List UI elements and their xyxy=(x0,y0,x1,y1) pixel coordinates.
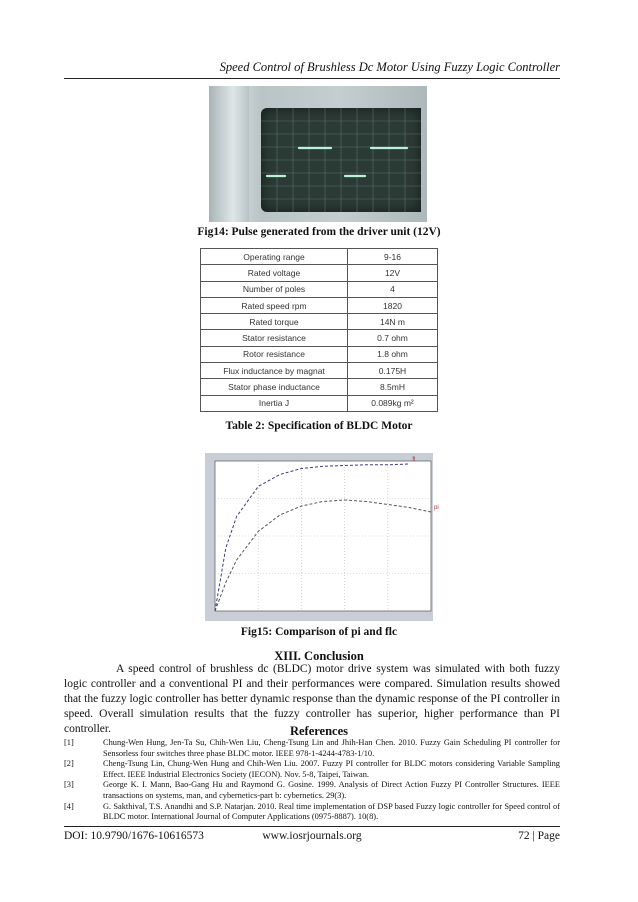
spec-table xyxy=(200,248,438,412)
spec-value: 0.7 ohm xyxy=(348,330,438,346)
reference-number: [2] xyxy=(64,759,74,769)
spec-parameter: Rotor resistance xyxy=(201,346,348,362)
spec-parameter: Flux inductance by magnat xyxy=(201,363,348,379)
spec-table-row xyxy=(201,395,438,411)
spec-table-container xyxy=(200,248,440,412)
spec-table-row xyxy=(201,346,438,362)
spec-parameter: Number of poles xyxy=(201,281,348,297)
spec-value: 8.5mH xyxy=(348,379,438,395)
oscilloscope-bezel xyxy=(209,86,249,222)
conclusion-paragraph: A speed control of brushless dc (BLDC) motor drive system was simulated with both fuzzy logic controller and a conventional PI and their performances were compared. Simulation results showed that the fuzzy logic controller has better dynamic response than the dynamic response of the PI controller in speed. Overall simulation results that the fuzzy controller has superior, higher performance than PI controller. xyxy=(64,663,560,735)
reference-number: [4] xyxy=(64,801,74,811)
footer-divider xyxy=(64,826,560,827)
reference-item xyxy=(64,780,560,801)
reference-item xyxy=(64,802,560,823)
reference-item xyxy=(64,738,560,759)
reference-text: George K. I. Mann, Bao-Gang Hu and Raymond G. Gosine. 1999. Analysis of Direct Action Fuzzy PI Controller Structures. IEEE transactions on systems, man, and cybernetics-part b: cybernetics. 29(3). xyxy=(103,780,560,800)
figure15-caption: Fig15: Comparison of pi and flc xyxy=(240,626,398,638)
spec-value: 14N m xyxy=(348,314,438,330)
spec-table-row xyxy=(201,363,438,379)
footer-website: www.iosrjournals.org xyxy=(262,830,362,842)
reference-text: Chung-Wen Hung, Jen-Ta Su, Chih-Wen Liu, Cheng-Tsung Lin and Jhih-Han Chen. 2010. Fuzzy Gain Scheduling PI controller for Sensorless four switches three phase BLDC motor. IEEE 978-1-4244-4783-1/10. xyxy=(103,738,560,758)
spec-table-row xyxy=(201,379,438,395)
spec-table-row xyxy=(201,314,438,330)
spec-value: 1820 xyxy=(348,297,438,313)
spec-table-row xyxy=(201,249,438,265)
running-header-title: Speed Control of Brushless Dc Motor Using Fuzzy Logic Controller xyxy=(219,60,560,74)
reference-number: [1] xyxy=(64,738,74,747)
reference-number: [3] xyxy=(64,780,74,790)
spec-value: 12V xyxy=(348,265,438,281)
references-heading: References xyxy=(289,724,349,738)
footer-doi: DOI: 10.9790/1676-10616573 xyxy=(64,830,204,842)
spec-parameter: Rated torque xyxy=(201,314,348,330)
spec-parameter: Operating range xyxy=(201,249,348,265)
spec-table-row xyxy=(201,281,438,297)
header-divider xyxy=(64,78,560,79)
oscilloscope-screen xyxy=(261,108,421,212)
chart-series-label: pi xyxy=(434,505,439,511)
spec-parameter: Stator resistance xyxy=(201,330,348,346)
comparison-chart xyxy=(205,453,439,621)
spec-parameter: Stator phase inductance xyxy=(201,379,348,395)
figure14-caption: Fig14: Pulse generated from the driver unit (12V) xyxy=(197,226,441,238)
spec-parameter: Inertia J xyxy=(201,395,348,411)
spec-parameter: Rated voltage xyxy=(201,265,348,281)
table2-caption: Table 2: Specification of BLDC Motor xyxy=(225,420,413,432)
spec-value: 0.089kg m² xyxy=(348,395,438,411)
comparison-chart-svg xyxy=(205,453,439,621)
reference-text: G. Sakthival, T.S. Anandhi and S.P. Natarjan. 2010. Real time implementation of DSP based Fuzzy logic controller for Speed control of BLDC motor. International Journal of Computer Applications (0975-8887). 10(8). xyxy=(103,801,560,822)
spec-table-row xyxy=(201,297,438,313)
spec-value: 9-16 xyxy=(348,249,438,265)
spec-value: 0.175H xyxy=(348,363,438,379)
references-list xyxy=(64,738,560,823)
spec-parameter: Rated speed rpm xyxy=(201,297,348,313)
chart-series-label: fl xyxy=(412,457,416,463)
footer-page-number: 72 | Page xyxy=(518,830,560,842)
spec-value: 4 xyxy=(348,281,438,297)
reference-text: Cheng-Tsung Lin, Chung-Wen Hung and Chih-Wen Liu. 2007. Fuzzy PI controller for BLDC motors considering Variable Sampling Effect. IEEE Industrial Electronics Society (IECON). Nov. 5-8, Taipei, Taiwan. xyxy=(103,759,560,779)
spec-table-row xyxy=(201,330,438,346)
oscilloscope-photo xyxy=(209,86,427,222)
conclusion-heading: XIII. Conclusion xyxy=(274,649,364,663)
spec-value: 1.8 ohm xyxy=(348,346,438,362)
spec-table-row xyxy=(201,265,438,281)
reference-item xyxy=(64,759,560,780)
